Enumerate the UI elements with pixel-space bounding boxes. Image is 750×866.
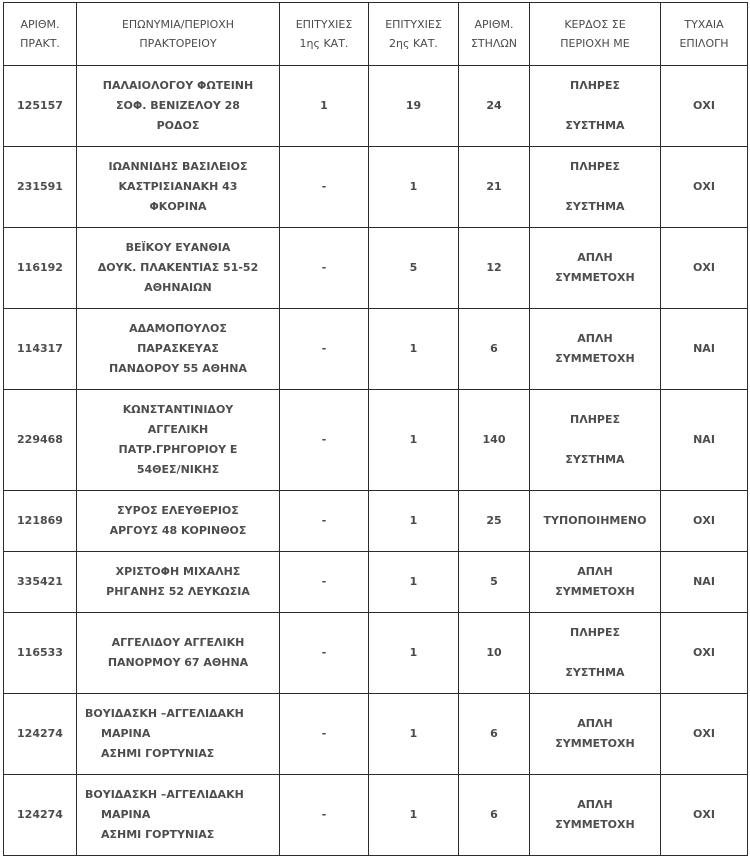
agent-line: ΒΟΥΙΔΑΣΚΗ –ΑΓΓΕΛΙΔΑΚΗ xyxy=(85,707,244,720)
header-prize-type-line2: ΠΕΡΙΟΧΗ ΜΕ xyxy=(560,37,630,50)
agent-no-cell: 229468 xyxy=(4,390,77,491)
agent-line: ΑΣΗΜΙ ΓΟΡΤΥΝΙΑΣ xyxy=(101,828,215,841)
wins-cat2-cell: 1 xyxy=(369,552,459,613)
prize-type-cell xyxy=(530,66,661,147)
header-prize-type xyxy=(530,3,661,66)
agent-line: ΚΑΣΤΡΙΣΙΑΝΑΚΗ 43 xyxy=(118,180,238,193)
random-pick-cell: ΝΑΙ xyxy=(661,390,748,491)
prize-line: ΠΛΗΡΕΣ xyxy=(569,160,620,173)
wins-cat1-cell: - xyxy=(280,552,369,613)
random-pick-cell: ΟΧΙ xyxy=(661,147,748,228)
agent-line: ΣΥΡΟΣ ΕΛΕΥΘΕΡΙΟΣ xyxy=(117,504,239,517)
columns-cell: 10 xyxy=(459,613,530,694)
prize-type-cell xyxy=(530,147,661,228)
random-pick-cell: ΟΧΙ xyxy=(661,66,748,147)
header-random-line2: ΕΠΙΛΟΓΗ xyxy=(679,37,729,50)
agent-no-cell: 124274 xyxy=(4,694,77,775)
random-pick-cell: ΟΧΙ xyxy=(661,491,748,552)
prize-line: ΣΥΜΜΕΤΟΧΗ xyxy=(555,737,635,750)
table-row xyxy=(4,228,748,309)
agent-line: ΚΩΝΣΤΑΝΤΙΝΙΔΟΥ xyxy=(122,403,234,416)
header-agent-no-line1: ΑΡΙΘΜ. xyxy=(20,18,60,31)
agent-line: ΜΑΡΙΝΑ xyxy=(101,808,151,821)
agent-no-cell: 335421 xyxy=(4,552,77,613)
agent-name-cell xyxy=(77,147,280,228)
agent-line: ΒΕΪΚΟΥ ΕΥΑΝΘΙΑ xyxy=(125,241,231,254)
columns-cell: 6 xyxy=(459,775,530,856)
prize-line: ΠΛΗΡΕΣ xyxy=(569,413,620,426)
wins-cat2-cell: 1 xyxy=(369,147,459,228)
agent-no-cell: 114317 xyxy=(4,309,77,390)
prize-type-cell xyxy=(530,694,661,775)
wins-cat2-cell: 1 xyxy=(369,775,459,856)
table-row xyxy=(4,775,748,856)
prize-line: ΑΠΛΗ xyxy=(577,565,613,578)
header-wins-cat1 xyxy=(280,3,369,66)
table-row xyxy=(4,309,748,390)
agent-line: ΑΣΗΜΙ ΓΟΡΤΥΝΙΑΣ xyxy=(101,747,215,760)
header-wins-cat2-line2: 2ης ΚΑΤ. xyxy=(389,37,438,50)
prize-type-cell xyxy=(530,390,661,491)
agent-line: ΠΑΛΑΙΟΛΟΓΟΥ ΦΩΤΕΙΝΗ xyxy=(102,79,254,92)
agent-line: ΒΟΥΙΔΑΣΚΗ –ΑΓΓΕΛΙΔΑΚΗ xyxy=(85,788,244,801)
agent-line: 54ΘΕΣ/ΝΙΚΗΣ xyxy=(136,463,220,476)
agent-line: ΣΟΦ. ΒΕΝΙΖΕΛΟΥ 28 xyxy=(116,99,240,112)
agent-line: ΙΩΑΝΝΙΔΗΣ ΒΑΣΙΛΕΙΟΣ xyxy=(108,160,248,173)
prize-line: ΣΥΣΤΗΜΑ xyxy=(565,453,625,466)
columns-cell: 5 xyxy=(459,552,530,613)
wins-cat1-cell: - xyxy=(280,147,369,228)
agent-line: ΡΗΓΑΝΗΣ 52 ΛΕΥΚΩΣΙΑ xyxy=(106,585,250,598)
header-columns xyxy=(459,3,530,66)
prize-line: ΑΠΛΗ xyxy=(577,251,613,264)
wins-cat1-cell: - xyxy=(280,491,369,552)
table-row xyxy=(4,491,748,552)
prize-type-cell xyxy=(530,228,661,309)
agent-line: ΑΘΗΝΑΙΩΝ xyxy=(144,281,212,294)
random-pick-cell: ΟΧΙ xyxy=(661,775,748,856)
agent-line: ΠΑΝΔΟΡΟΥ 55 ΑΘΗΝΑ xyxy=(109,362,247,375)
agent-name-cell xyxy=(77,390,280,491)
prize-line: ΑΠΛΗ xyxy=(577,717,613,730)
header-columns-line2: ΣΤΗΛΩΝ xyxy=(470,37,518,50)
columns-cell: 12 xyxy=(459,228,530,309)
agent-no-cell: 121869 xyxy=(4,491,77,552)
agent-name-cell xyxy=(77,775,280,856)
header-agent-name-line1: ΕΠΩΝΥΜΙΑ/ΠΕΡΙΟΧΗ xyxy=(121,18,235,31)
prize-line: ΤΥΠΟΠΟΙΗΜΕΝΟ xyxy=(543,514,647,527)
prize-type-cell xyxy=(530,491,661,552)
agent-name-cell xyxy=(77,552,280,613)
agent-name-cell xyxy=(77,613,280,694)
agent-no-cell: 125157 xyxy=(4,66,77,147)
prize-line: ΣΥΜΜΕΤΟΧΗ xyxy=(555,271,635,284)
agent-name-cell xyxy=(77,66,280,147)
columns-cell: 21 xyxy=(459,147,530,228)
prize-line: ΑΠΛΗ xyxy=(577,798,613,811)
table-row xyxy=(4,390,748,491)
header-agent-no xyxy=(4,3,77,66)
wins-cat2-cell: 19 xyxy=(369,66,459,147)
results-table xyxy=(3,2,748,856)
table-row xyxy=(4,613,748,694)
wins-cat2-cell: 1 xyxy=(369,309,459,390)
agent-line: ΡΟΔΟΣ xyxy=(156,119,200,132)
wins-cat1-cell: - xyxy=(280,694,369,775)
agent-line: ΑΡΓΟΥΣ 48 ΚΟΡΙΝΘΟΣ xyxy=(109,524,247,537)
wins-cat1-cell: 1 xyxy=(280,66,369,147)
agent-line: ΜΑΡΙΝΑ xyxy=(101,727,151,740)
header-agent-name xyxy=(77,3,280,66)
prize-type-cell xyxy=(530,552,661,613)
wins-cat1-cell: - xyxy=(280,613,369,694)
wins-cat2-cell: 1 xyxy=(369,491,459,552)
header-random xyxy=(661,3,748,66)
agent-no-cell: 231591 xyxy=(4,147,77,228)
agent-no-cell: 124274 xyxy=(4,775,77,856)
agent-name-cell xyxy=(77,309,280,390)
prize-line: ΣΥΜΜΕΤΟΧΗ xyxy=(555,818,635,831)
agent-line: ΑΓΓΕΛΙΚΗ xyxy=(147,423,209,436)
agent-line: ΑΓΓΕΛΙΔΟΥ ΑΓΓΕΛΙΚΗ xyxy=(111,636,245,649)
header-columns-line1: ΑΡΙΘΜ. xyxy=(474,18,514,31)
agent-line: ΧΡΙΣΤΟΦΗ ΜΙΧΑΛΗΣ xyxy=(115,565,241,578)
prize-type-cell xyxy=(530,775,661,856)
wins-cat1-cell: - xyxy=(280,390,369,491)
columns-cell: 140 xyxy=(459,390,530,491)
random-pick-cell: ΟΧΙ xyxy=(661,694,748,775)
header-wins-cat2 xyxy=(369,3,459,66)
prize-line: ΑΠΛΗ xyxy=(577,332,613,345)
wins-cat1-cell: - xyxy=(280,228,369,309)
agent-line: ΔΟΥΚ. ΠΛΑΚΕΝΤΙΑΣ 51-52 xyxy=(97,261,259,274)
agent-line: ΑΔΑΜΟΠΟΥΛΟΣ xyxy=(129,322,227,335)
agent-no-cell: 116192 xyxy=(4,228,77,309)
prize-line: ΣΥΣΤΗΜΑ xyxy=(565,119,625,132)
table-row xyxy=(4,147,748,228)
wins-cat2-cell: 1 xyxy=(369,613,459,694)
agent-name-cell xyxy=(77,694,280,775)
header-wins-cat1-line2: 1ης ΚΑΤ. xyxy=(299,37,349,50)
table-row xyxy=(4,694,748,775)
agent-line: ΠΑΤΡ.ΓΡΗΓΟΡΙΟΥ Ε xyxy=(118,443,238,456)
table-row xyxy=(4,66,748,147)
header-row xyxy=(4,3,748,66)
random-pick-cell: ΟΧΙ xyxy=(661,228,748,309)
wins-cat2-cell: 5 xyxy=(369,228,459,309)
wins-cat2-cell: 1 xyxy=(369,390,459,491)
agent-line: ΦΚΟΡΙΝΑ xyxy=(149,200,207,213)
columns-cell: 6 xyxy=(459,309,530,390)
random-pick-cell: ΟΧΙ xyxy=(661,613,748,694)
agent-line: ΠΑΝΟΡΜΟΥ 67 ΑΘΗΝΑ xyxy=(107,656,249,669)
prize-line: ΣΥΜΜΕΤΟΧΗ xyxy=(555,352,635,365)
prize-type-cell xyxy=(530,309,661,390)
header-agent-name-line2: ΠΡΑΚΤΟΡΕΙΟΥ xyxy=(139,37,217,50)
prize-line: ΣΥΜΜΕΤΟΧΗ xyxy=(555,585,635,598)
wins-cat1-cell: - xyxy=(280,309,369,390)
header-wins-cat1-line1: ΕΠΙΤΥΧΙΕΣ xyxy=(295,18,353,31)
prize-line: ΠΛΗΡΕΣ xyxy=(569,79,620,92)
columns-cell: 24 xyxy=(459,66,530,147)
table-row xyxy=(4,552,748,613)
random-pick-cell: ΝΑΙ xyxy=(661,552,748,613)
header-prize-type-line1: ΚΕΡΔΟΣ ΣΕ xyxy=(564,18,626,31)
agent-no-cell: 116533 xyxy=(4,613,77,694)
random-pick-cell: ΝΑΙ xyxy=(661,309,748,390)
header-random-line1: ΤΥΧΑΙΑ xyxy=(684,18,724,31)
wins-cat1-cell: - xyxy=(280,775,369,856)
header-agent-no-line2: ΠΡΑΚΤ. xyxy=(20,37,60,50)
agent-name-cell xyxy=(77,228,280,309)
prize-line: ΣΥΣΤΗΜΑ xyxy=(565,200,625,213)
columns-cell: 25 xyxy=(459,491,530,552)
header-wins-cat2-line1: ΕΠΙΤΥΧΙΕΣ xyxy=(385,18,442,31)
wins-cat2-cell: 1 xyxy=(369,694,459,775)
prize-line: ΠΛΗΡΕΣ xyxy=(569,626,620,639)
columns-cell: 6 xyxy=(459,694,530,775)
prize-line: ΣΥΣΤΗΜΑ xyxy=(565,666,625,679)
agent-line: ΠΑΡΑΣΚΕΥΑΣ xyxy=(137,342,219,355)
agent-name-cell xyxy=(77,491,280,552)
prize-type-cell xyxy=(530,613,661,694)
